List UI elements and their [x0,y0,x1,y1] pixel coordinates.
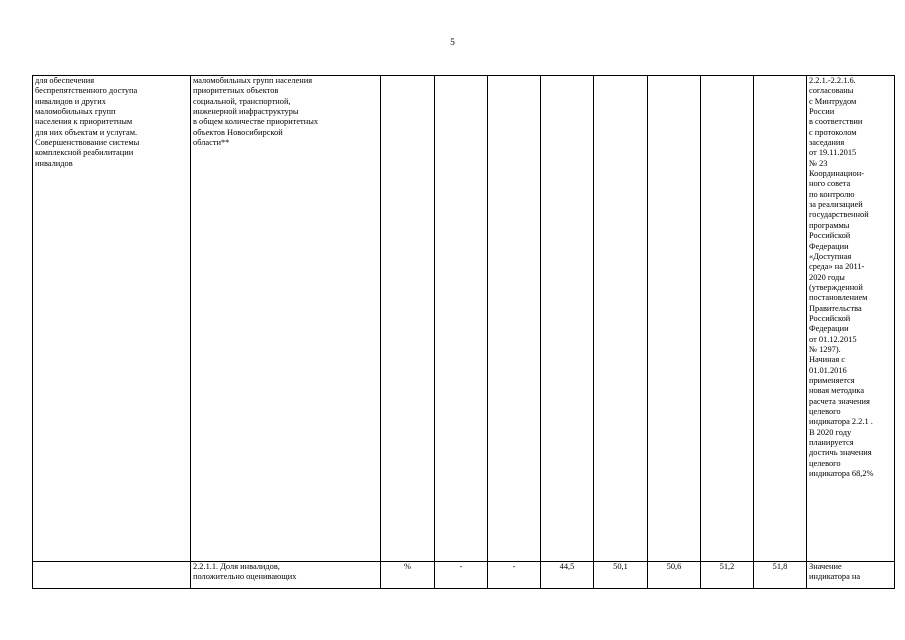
unit-cell: % [381,562,435,589]
text-line: индикатора на [809,572,861,582]
value-cell [488,76,541,562]
text-line: целевого [809,407,841,416]
text-line: (утвержденной [809,282,863,292]
value-cell [701,76,754,562]
text-line: беспрепятственного доступа [35,86,138,96]
text-line: индикатора 2.2.1 . [809,417,873,427]
text-line: с Минтрудом [809,96,857,106]
text-line: в соответствии [809,117,863,127]
text-line: ного совета [809,179,851,189]
table-row [33,76,895,562]
text-line: новая методика [809,386,865,396]
text-line: 2.2.1.1. Доля инвалидов, [193,562,280,571]
text-line: Начиная с [809,355,845,365]
text-line: постановлением [809,293,868,303]
text-line: положительно оценивающих [193,572,297,582]
table-row [33,562,895,589]
text-line: Федерации [809,324,849,334]
text-line: 01.01.2016 [809,365,847,375]
unit-cell [381,76,435,562]
text-line: в общем количестве приоритетных [193,117,319,127]
text-line: применяется [809,375,855,385]
value-cell [435,76,488,562]
value-cell: 51,8 [754,562,807,589]
text-line: заседания [809,138,845,148]
text-line: № 1297). [809,344,841,354]
text-line: инженерной инфраструктуры [193,107,299,117]
text-line: согласованы [809,86,854,96]
value-cell: 51,2 [701,562,754,589]
text-line: Значение [809,562,842,571]
value-cell [594,76,648,562]
text-line: Российской [809,231,851,241]
value-cell [754,76,807,562]
text-line: социальной, транспортной, [193,96,291,106]
text-line: планируется [809,438,854,448]
text-line: среда» на 2011- [809,262,865,272]
text-line: индикатора 68,2% [809,469,874,479]
page-number: 5 [450,38,455,48]
indicator-cell [191,562,381,589]
value-cell: 50,1 [594,562,648,589]
text-line: государственной [809,210,869,220]
text-line: области** [193,138,230,148]
text-line: для них объектам и услугам. [35,127,138,137]
text-line: Совершенствование системы [35,138,140,148]
text-line: В 2020 году [809,427,852,437]
text-line: целевого [809,458,841,468]
text-line: объектов Новосибирской [193,127,283,137]
text-line: Федерации [809,241,849,251]
text-line: достичь значения [809,448,872,458]
value-cell: 50,6 [648,562,701,589]
text-line: Российской [809,313,851,323]
goal-cell [33,76,191,562]
note-cell [807,562,895,589]
text-line: 2020 годы [809,272,845,282]
indicators-table [32,75,895,589]
text-line: инвалидов и других [35,96,106,106]
text-line: Координацион- [809,169,864,179]
text-line: маломобильных групп [35,107,116,117]
text-line: комплексной реабилитации [35,148,134,158]
value-cell [541,76,594,562]
text-line: программы [809,220,850,230]
text-line: населения к приоритетным [35,117,133,127]
value-cell: - [435,562,488,589]
text-line: маломобильных групп населения [193,76,313,85]
text-line: по контролю [809,189,855,199]
table-body [33,76,895,589]
text-line: для обеспечения [35,76,95,85]
text-line: № 23 [809,158,828,168]
value-cell: - [488,562,541,589]
note-cell [807,76,895,562]
text-line: приоритетных объектов [193,86,279,96]
text-line: России [809,107,835,117]
text-line: расчета значения [809,396,870,406]
text-line: инвалидов [35,158,73,168]
text-line: Правительства [809,303,862,313]
indicator-cell [191,76,381,562]
value-cell: 44,5 [541,562,594,589]
text-line: «Доступная [809,251,852,261]
text-line: от 01.12.2015 [809,334,857,344]
text-line: от 19.11.2015 [809,148,857,158]
value-cell [648,76,701,562]
text-line: 2.2.1.-2.2.1.6. [809,76,856,85]
goal-cell [33,562,191,589]
text-line: с протоколом [809,127,857,137]
text-line: за реализацией [809,200,863,210]
